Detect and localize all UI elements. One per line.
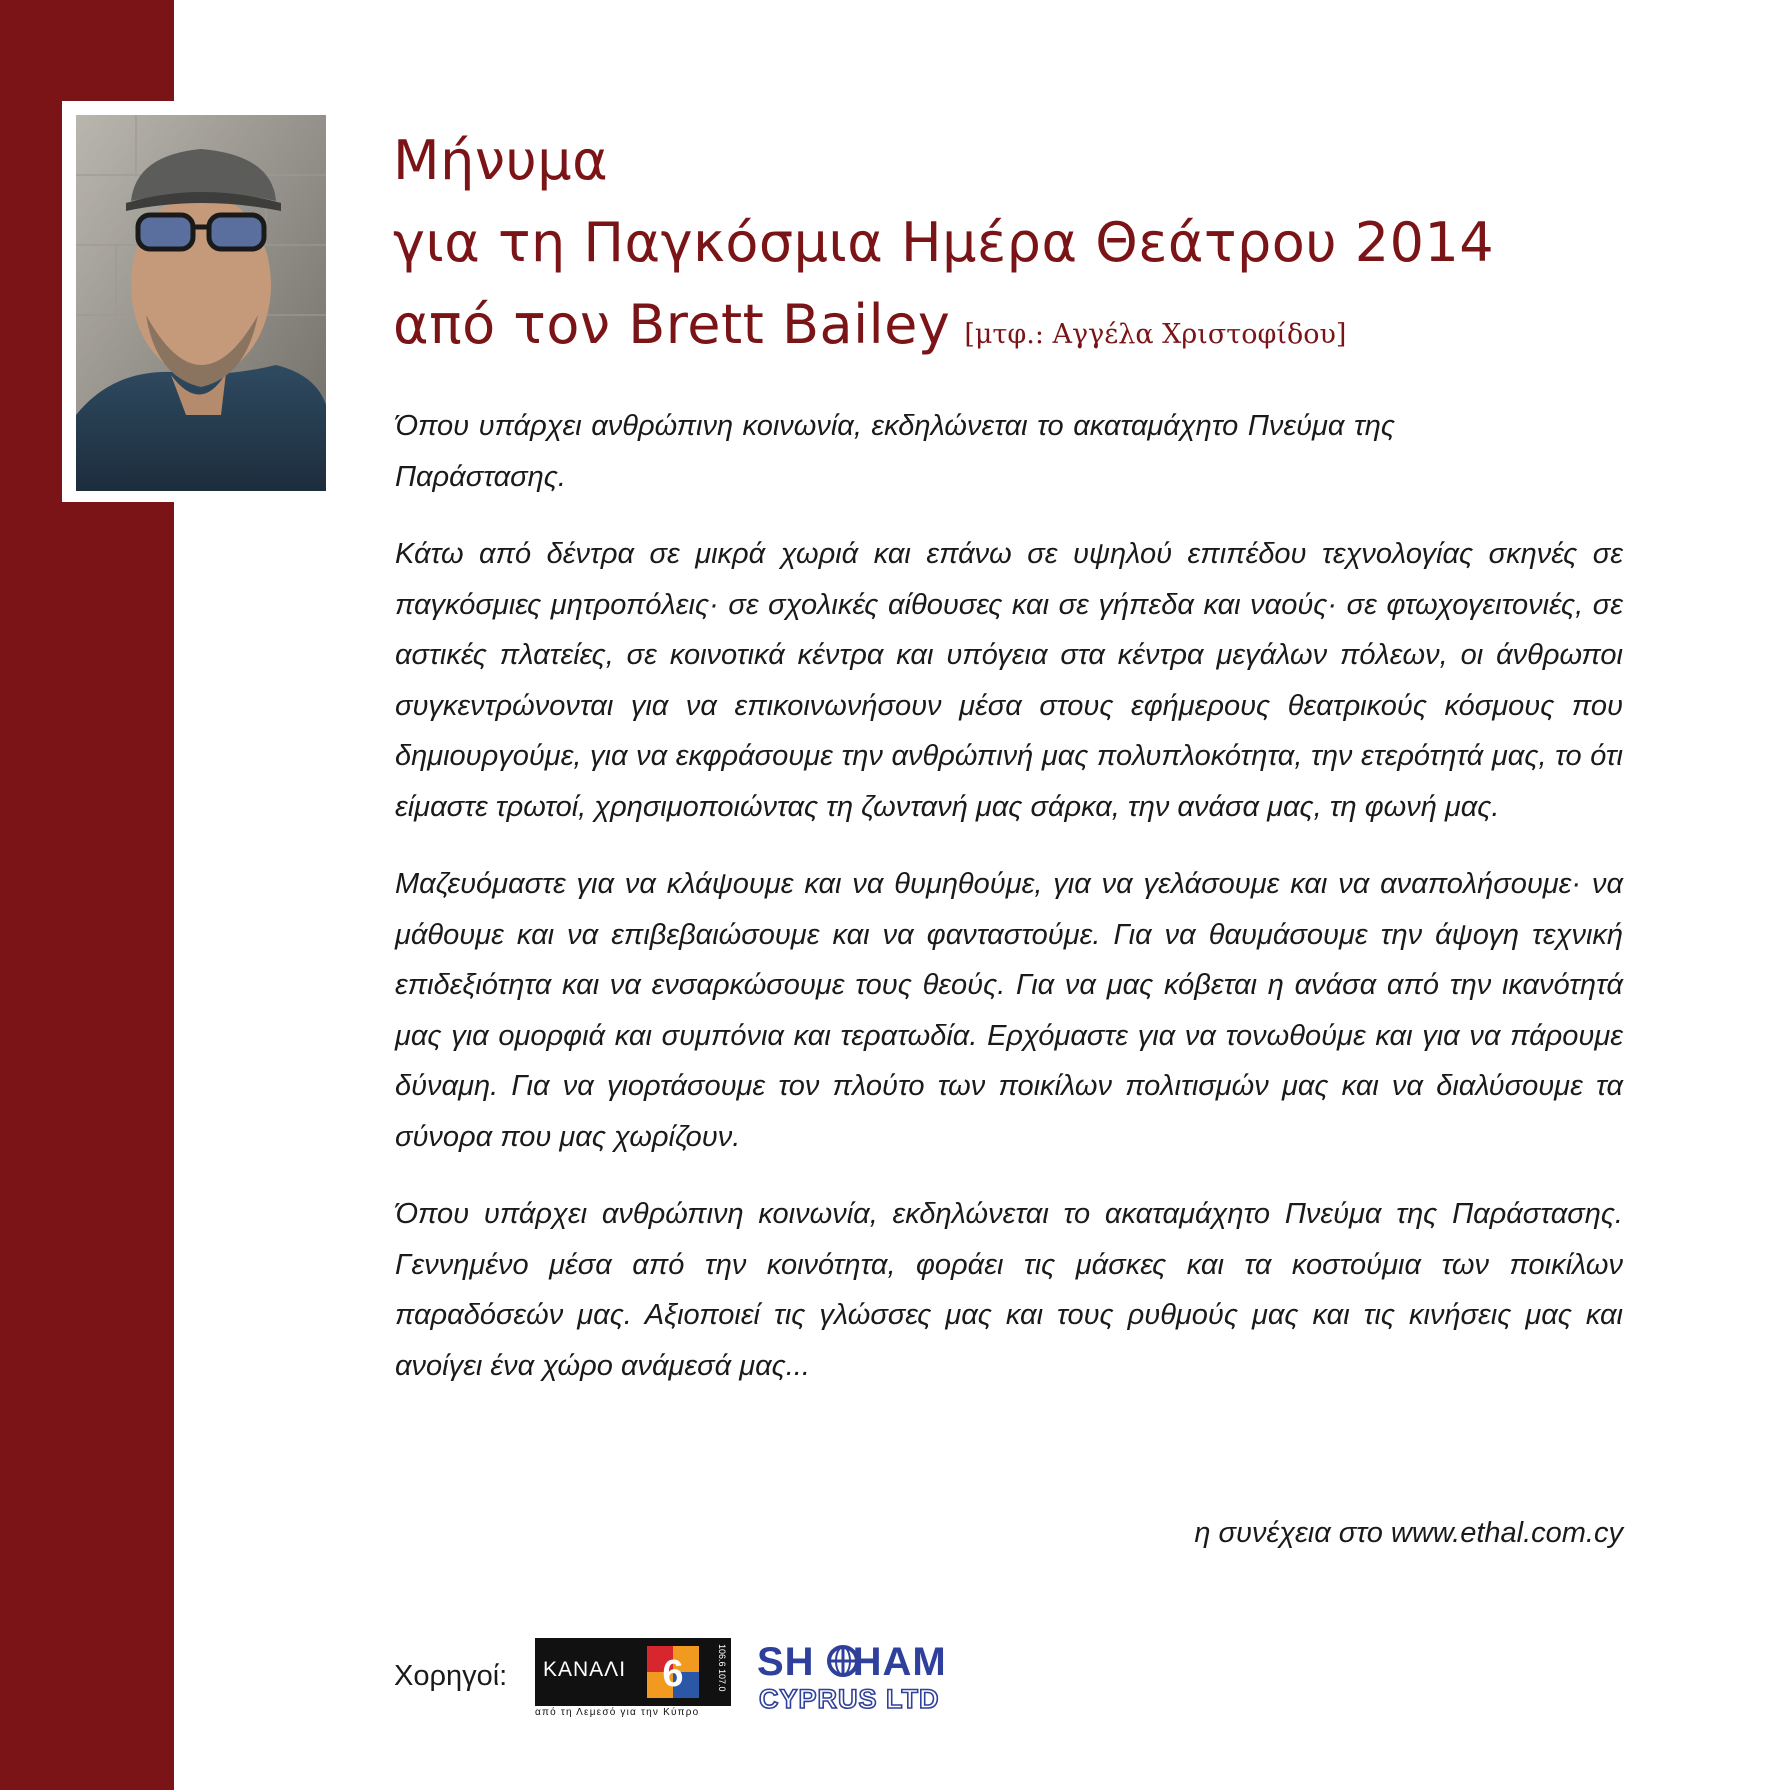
sponsors-label: Χορηγοί: (394, 1660, 508, 1692)
kanali-logo-name: ΚΑΝΑΛΙ (543, 1658, 627, 1681)
paragraph-1: Όπου υπάρχει ανθρώπινη κοινωνία, εκδηλώνεται το ακαταμάχητο Πνεύμα της Παράστασης. (395, 410, 1395, 493)
paragraph-3: Μαζευόμαστε για να κλάψουμε και να θυμηθούμε, για να γελάσουμε και να αναπολήσουμε· να μάθουμε και να επιβεβαιώσουμε και να φανταστούμε. Για να θαυμάσουμε την άψογη τεχνική επιδεξιότητα και να ενσαρκώσουμε τους θεούς. Για να μας κόβεται η ανάσα από την ικανότητά μας για ομορφιά και συμπόνια και τερατωδία. Ερχόμαστε για να τονωθούμε και για να πάρουμε δύναμη. Για να γιορτάσουμε τον πλούτο των ποικίλων πολιτισμών μας και να διαλύσουμε τα σύνορα που μας χωρίζουν. (395, 868, 1623, 1153)
title-line-1: Μήνυμα (393, 129, 609, 192)
translator-credit: [μτφ.: Αγγέλα Χριστοφίδου] (964, 319, 1347, 350)
shoham-name-right: HAM (852, 1640, 947, 1684)
author-name: από τον Brett Bailey (393, 293, 951, 356)
paragraph-4: Όπου υπάρχει ανθρώπινη κοινωνία, εκδηλώνεται το ακαταμάχητο Πνεύμα της Παράστασης. Γεννημένο μέσα από την κοινότητα, φοράει τις μάσκες και τα κοστούμια των ποικίλων παραδόσεών μας. Αξιοποιεί τις γλώσσες μας και τους ρυθμούς μας και τις κινήσεις μας και ανοίγει ένα χώρο ανάμεσά μας... (395, 1198, 1623, 1382)
kanali-tagline: από τη Λεμεσό για την Κύπρο (535, 1707, 700, 1718)
title-block (393, 120, 1693, 376)
continue-link[interactable]: η συνέχεια στο www.ethal.com.cy (1194, 1517, 1623, 1549)
title-line-2: για τη Παγκόσμια Ημέρα Θεάτρου 2014 (393, 211, 1495, 274)
kanali-badge-number: 6 (662, 1653, 684, 1695)
shoham-logo-sub: CYPRUS LTD (759, 1684, 940, 1714)
globe-icon (826, 1644, 860, 1678)
title-line-3 (393, 284, 1693, 376)
kanali-badge-icon (647, 1646, 699, 1698)
kanali-frequency: 106.6 107.0 (717, 1644, 727, 1692)
author-portrait-icon (76, 115, 326, 491)
paragraph-2: Κάτω από δέντρα σε μικρά χωριά και επάνω σε υψηλού επιπέδου τεχνολογίας σκηνές σε παγκόσμιες μητροπόλεις· σε σχολικές αίθουσες και σε γήπεδα και ναούς· σε φτωχογειτονιές, σε αστικές πλατείες, σε κοινοτικά κέντρα και υπόγεια στα κέντρα μεγάλων πόλεων, οι άνθρωποι συγκεντρώνονται για να επικοινωνήσουν μέσα στους εφήμερους θεατρικούς κόσμους που δημιουργούμε, για να εκφράσουμε την ανθρώπινή μας πολυπλοκότητα, την ετερότητά μας, το ότι είμαστε τρωτοί, χρησιμοποιώντας τη ζωντανή μας σάρκα, την ανάσα μας, τη φωνή μας. (395, 538, 1623, 823)
message-body (395, 401, 1623, 1418)
shoham-name-left: SH (757, 1640, 815, 1684)
kanali-logo (535, 1638, 731, 1722)
shoham-logo (757, 1640, 952, 1720)
